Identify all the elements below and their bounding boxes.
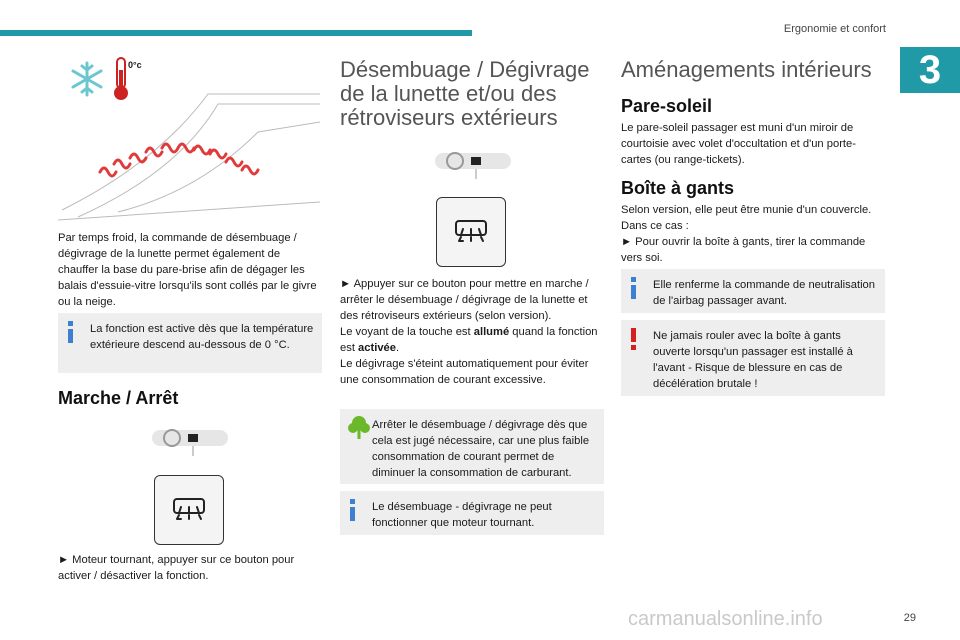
info-note-text: Elle renferme la commande de neutralisation de l'airbag passager avant.: [653, 279, 876, 307]
rear-defrost-icon: [454, 219, 488, 245]
section-heading-desembuage: Désembuage / Dégivrage de la lunette et/ou des rétroviseurs extérieurs: [340, 57, 590, 130]
page-number: 29: [903, 612, 916, 624]
header-title: Ergonomie et confort: [783, 23, 886, 35]
warning-icon: [629, 328, 639, 355]
info-note: [621, 269, 885, 313]
auto-off-text: Le dégivrage s'éteint automatiquement pour éviter une consommation de courant excessive.: [340, 358, 589, 386]
heading-pare-soleil: Pare-soleil: [621, 96, 713, 116]
dashboard-locator-icon: [433, 147, 513, 188]
rear-defrost-button-illustration: [154, 475, 224, 545]
dashboard-locator-icon: [150, 424, 230, 465]
warning-note-text: Ne jamais rouler avec la boîte à gants ouverte lorsqu'un passager est installé à l'avant - Risque de blessure en cas de décélération brutale !: [653, 330, 853, 390]
rear-defrost-icon: [172, 497, 206, 523]
watermark: carmanualsonline.info: [628, 608, 823, 630]
section-heading-amenagements: Aménagements intérieurs: [621, 57, 872, 82]
windshield-illustration: [58, 92, 322, 227]
eco-note: [340, 409, 604, 484]
indicator-text: Le voyant de la touche est allumé quand la fonction est activée.: [340, 326, 598, 354]
step-text: ► Appuyer sur ce bouton pour mettre en marche / arrêter le désembuage / dégivrage de la lunette et des rétroviseurs extérieurs (selon version).: [340, 278, 589, 322]
info-note: [58, 313, 322, 373]
eco-tree-icon: [348, 415, 370, 446]
info-note-text: La fonction est active dès que la température extérieure descend au-dessous de 0 °C.: [90, 323, 314, 351]
info-note: [340, 491, 604, 535]
info-note-text: Le désembuage - dégivrage ne peut fonctionner que moteur tournant.: [372, 501, 552, 529]
step-text: ► Moteur tournant, appuyer sur ce bouton pour activer / désactiver la fonction.: [58, 554, 295, 582]
rear-defrost-button-illustration: [436, 197, 506, 267]
info-icon: [629, 277, 639, 304]
header-accent-bar: [0, 30, 472, 36]
sun-visor-text: Le pare-soleil passager est muni d'un miroir de courtoisie avec volet d'occultation et d'un porte-cartes (ou range-tickets).: [621, 122, 856, 166]
thermo-label: 0°c: [128, 60, 142, 70]
heading-boite-a-gants: Boîte à gants: [621, 178, 735, 198]
info-icon: [66, 321, 76, 348]
chapter-badge: 3: [900, 47, 960, 93]
instructions-block: [340, 276, 604, 388]
glove-box-step: ► Pour ouvrir la boîte à gants, tirer la commande vers soi.: [621, 236, 866, 264]
glove-box-intro: Selon version, elle peut être munie d'un couvercle. Dans ce cas :: [621, 204, 872, 232]
intro-text: Par temps froid, la commande de désembuage / dégivrage de la lunette permet également de chauffer la base du pare-brise afin de dégager les balais d'essuie-vitre lorsqu'ils sont collés par le givre ou la neige.: [58, 232, 317, 308]
section-heading-marche-arret: Marche / Arrêt: [58, 388, 179, 408]
warning-note: [621, 320, 885, 396]
eco-note-text: Arrêter le désembuage / dégivrage dès que cela est jugé nécessaire, car une plus faible consommation de courant permet de diminuer la consommation de carburant.: [372, 419, 590, 479]
glove-box-text: [621, 202, 885, 266]
info-icon: [348, 499, 358, 526]
